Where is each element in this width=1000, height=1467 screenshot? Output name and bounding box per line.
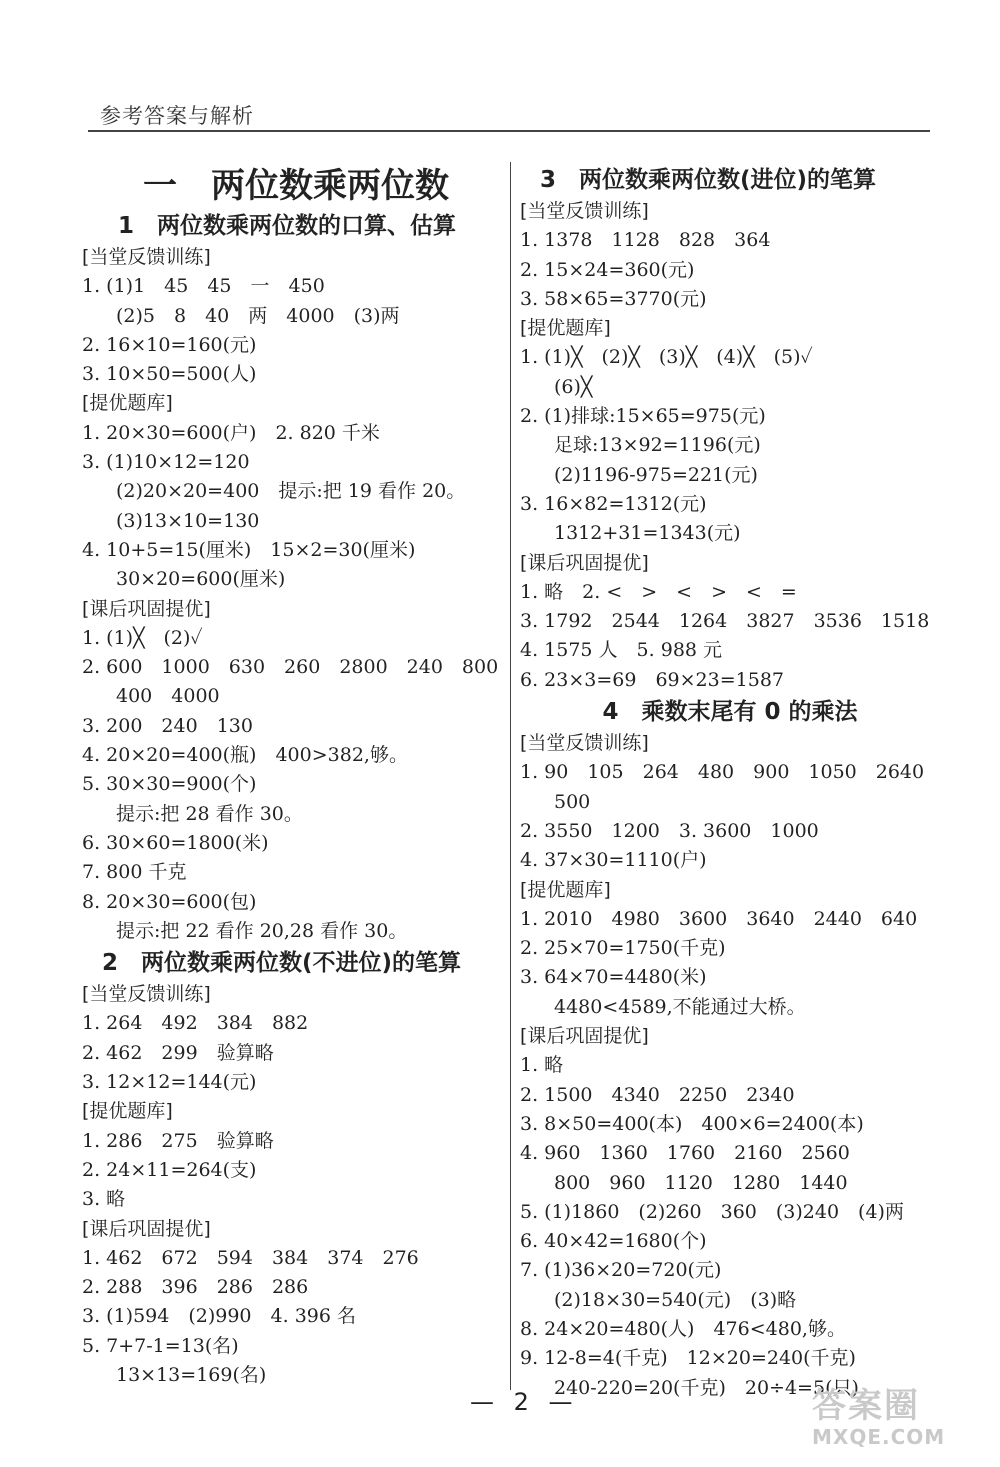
section-title: 4 乘数末尾有 0 的乘法 xyxy=(602,699,858,726)
answer-line: 2. 462 299 验算略 xyxy=(82,1041,274,1064)
answer-line: 4. 960 1360 1760 2160 2560 xyxy=(520,1142,850,1165)
answer-line: 1. 286 275 验算略 xyxy=(82,1129,274,1152)
answer-line: 6. 40×42=1680(个) xyxy=(520,1230,707,1253)
subsection-label: [课后巩固提优] xyxy=(520,551,649,574)
answer-line: 8. 24×20=480(人) 476<480,够。 xyxy=(520,1317,846,1340)
answer-line: 1. 2010 4980 3600 3640 2440 640 xyxy=(520,907,918,930)
answer-line: 2. 15×24=360(元) xyxy=(520,258,695,281)
answer-line-continued: 800 960 1120 1280 1440 xyxy=(554,1171,848,1194)
answer-line-continued: 1312+31=1343(元) xyxy=(554,522,741,545)
answer-line-continued: 500 xyxy=(554,790,591,813)
subsection-label: [提优题库] xyxy=(82,1100,173,1123)
answer-line-continued: (2)18×30=540(元) (3)略 xyxy=(554,1288,797,1311)
answer-line-continued: 足球:13×92=1196(元) xyxy=(554,434,761,457)
answer-line: 1. (1)╳ (2)✓ xyxy=(82,626,203,649)
answer-line: 1. 90 105 264 480 900 1050 2640 xyxy=(520,761,925,784)
header-rule xyxy=(88,130,930,132)
page-header-title: 参考答案与解析 xyxy=(100,104,254,128)
answer-line: 3. 8×50=400(本) 400×6=2400(本) xyxy=(520,1112,864,1135)
answer-line-continued: (2)5 8 40 两 4000 (3)两 xyxy=(116,304,400,327)
answer-line: 8. 20×30=600(包) xyxy=(82,890,257,913)
section-title: 3 两位数乘两位数(进位)的笔算 xyxy=(540,167,877,193)
answer-line: 5. (1)1860 (2)260 360 (3)240 (4)两 xyxy=(520,1200,904,1223)
answer-line: 2. 3550 1200 3. 3600 1000 xyxy=(520,819,819,842)
answer-line: 5. 30×30=900(个) xyxy=(82,773,257,796)
answer-line-continued: 提示:把 28 看作 30。 xyxy=(116,802,303,825)
answer-line: 1. (1)1 45 45 一 450 xyxy=(82,275,325,298)
left-answer-column xyxy=(82,163,502,1390)
answer-line: 3. 1792 2544 1264 3827 3536 1518 xyxy=(520,610,930,633)
answer-line-continued: 400 4000 xyxy=(116,685,220,708)
answer-line: 2. 1500 4340 2250 2340 xyxy=(520,1083,795,1106)
answer-line: 2. (1)排球:15×65=975(元) xyxy=(520,405,766,428)
subsection-label: [提优题库] xyxy=(520,878,611,901)
section-title: 2 两位数乘两位数(不进位)的笔算 xyxy=(102,950,462,977)
answer-line: 3. 10×50=500(人) xyxy=(82,363,257,386)
answer-line: 3. 16×82=1312(元) xyxy=(520,492,707,515)
answer-line: 2. 25×70=1750(千克) xyxy=(520,937,726,960)
answer-line: 4. 10+5=15(厘米) 15×2=30(厘米) xyxy=(82,538,416,561)
answer-line: 2. 600 1000 630 260 2800 240 800 xyxy=(82,656,499,679)
answer-line: 2. 288 396 286 286 xyxy=(82,1276,309,1299)
answer-line: 1. 264 492 384 882 xyxy=(82,1012,309,1035)
subsection-label: [当堂反馈训练] xyxy=(82,246,211,268)
answer-line: 7. (1)36×20=720(元) xyxy=(520,1259,722,1282)
answer-line-continued: 13×13=169(名) xyxy=(116,1363,267,1386)
subsection-label: [当堂反馈训练] xyxy=(520,732,649,755)
answer-line: 4. 20×20=400(瓶) 400>382,够。 xyxy=(82,744,408,767)
answer-line-continued: (2)20×20=400 提示:把 19 看作 20。 xyxy=(116,480,466,503)
answer-line-continued: 4480<4589,不能通过大桥。 xyxy=(554,995,806,1018)
answer-line: 6. 30×60=1800(米) xyxy=(82,831,269,854)
subsection-label: [提优题库] xyxy=(82,392,173,415)
page-number: — 2 — xyxy=(470,1388,579,1416)
watermark-sub: MXQE.COM xyxy=(812,1425,946,1449)
answer-line: 5. 7+7-1=13(名) xyxy=(82,1334,239,1357)
subsection-label: [课后巩固提优] xyxy=(520,1025,649,1048)
answer-line: 9. 12-8=4(千克) 12×20=240(千克) xyxy=(520,1347,856,1370)
watermark xyxy=(812,1378,992,1458)
column-divider xyxy=(510,162,511,1390)
answer-line: 3. 58×65=3770(元) xyxy=(520,287,707,310)
answer-line: 1. 略 2. < > < > < = xyxy=(520,580,797,603)
subsection-label: [课后巩固提优] xyxy=(82,597,211,620)
subsection-label: [课后巩固提优] xyxy=(82,1217,211,1240)
subsection-label: [当堂反馈训练] xyxy=(520,200,649,222)
answer-line-continued: (3)13×10=130 xyxy=(116,509,260,532)
answer-line: 1. 20×30=600(户) 2. 820 千米 xyxy=(82,421,380,444)
subsection-label: [当堂反馈训练] xyxy=(82,983,211,1006)
right-answer-column xyxy=(520,163,940,1403)
answer-line: 2. 16×10=160(元) xyxy=(82,333,257,356)
answer-line: 3. (1)594 (2)990 4. 396 名 xyxy=(82,1305,356,1328)
answer-line: 7. 800 千克 xyxy=(82,861,187,884)
section-title: 1 两位数乘两位数的口算、估算 xyxy=(118,213,457,239)
chapter-title: 一 两位数乘两位数 xyxy=(143,166,449,206)
answer-line: 1. 1378 1128 828 364 xyxy=(520,229,771,252)
answer-line: 3. 12×12=144(元) xyxy=(82,1071,257,1094)
answer-line: 4. 37×30=1110(户) xyxy=(520,849,707,872)
answer-line-continued: (6)╳ xyxy=(554,375,593,398)
answer-line: 1. 略 xyxy=(520,1054,564,1077)
answer-line-continued: 240-220=20(千克) 20÷4=5(只) xyxy=(554,1376,859,1399)
watermark-main: 答案圈 xyxy=(812,1386,920,1426)
answer-line: 3. (1)10×12=120 xyxy=(82,451,250,474)
subsection-label: [提优题库] xyxy=(520,317,611,340)
answer-line: 3. 200 240 130 xyxy=(82,714,253,737)
answer-line: 2. 24×11=264(支) xyxy=(82,1158,257,1181)
answer-line: 3. 略 xyxy=(82,1188,126,1211)
answer-line-continued: 提示:把 22 看作 20,28 看作 30。 xyxy=(116,919,408,942)
answer-line: 4. 1575 人 5. 988 元 xyxy=(520,639,723,662)
answer-line: 3. 64×70=4480(米) xyxy=(520,966,707,989)
answer-line: 1. 462 672 594 384 374 276 xyxy=(82,1246,419,1269)
answer-line-continued: 30×20=600(厘米) xyxy=(116,568,286,591)
answer-line-continued: (2)1196-975=221(元) xyxy=(554,463,758,486)
answer-line: 6. 23×3=69 69×23=1587 xyxy=(520,668,784,691)
answer-line: 1. (1)╳ (2)╳ (3)╳ (4)╳ (5)✓ xyxy=(520,346,813,369)
